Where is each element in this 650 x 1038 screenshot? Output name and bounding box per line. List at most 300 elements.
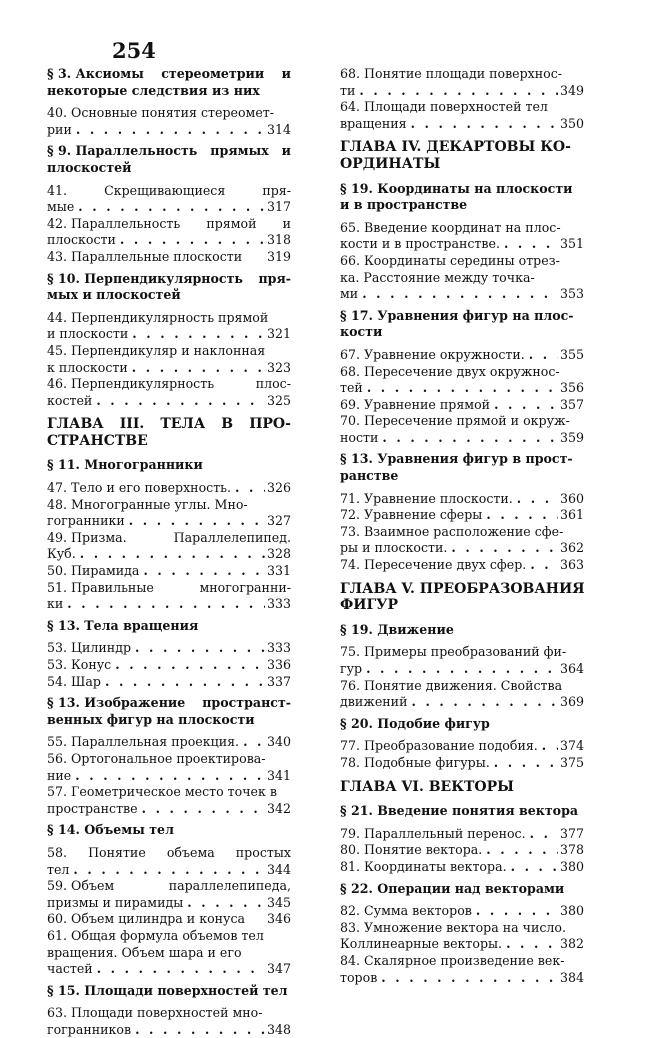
toc-line-text: частей	[47, 961, 93, 977]
toc-line	[47, 784, 291, 801]
toc-entry	[47, 183, 291, 216]
toc-line	[340, 270, 584, 287]
toc-line-text: плоскостей	[47, 159, 132, 175]
toc-line	[47, 143, 291, 160]
toc-entry	[47, 734, 291, 751]
toc-line-text: § 19. Координаты на плоскости	[340, 180, 573, 196]
dot-leader	[367, 380, 558, 397]
toc-line	[47, 310, 291, 327]
toc-line	[340, 324, 584, 341]
toc-entry	[47, 563, 291, 580]
toc-line	[340, 364, 584, 381]
toc-line	[340, 380, 584, 397]
toc-line-text: 61. Общая формула объемов тел	[47, 927, 264, 943]
toc-line-text: ка. Расстояние между точка-	[340, 269, 535, 285]
toc-line-text: 83. Умножение вектора на число.	[340, 919, 566, 935]
toc-line	[47, 640, 291, 657]
page-number: 254	[112, 38, 156, 63]
toc-word: 46. Перпендикулярность	[47, 376, 215, 392]
toc-line	[340, 936, 584, 953]
dot-leader	[135, 640, 265, 657]
toc-entry	[340, 507, 584, 524]
toc-entry	[340, 678, 584, 711]
toc-line	[47, 160, 291, 177]
toc-line-text: Коллинеарные векторы.	[340, 936, 503, 952]
toc-section-heading	[47, 983, 291, 1000]
toc-line-text: 66. Координаты середины отрез-	[340, 252, 560, 268]
toc-line-text: 77. Преобразование подобия.	[340, 738, 538, 754]
toc-page-number: 375	[559, 754, 584, 770]
toc-line	[47, 497, 291, 514]
toc-page-number: 349	[559, 82, 584, 98]
toc-line	[340, 347, 584, 364]
toc-line-text: ки	[47, 596, 64, 612]
toc-entry	[47, 928, 291, 978]
dot-leader	[142, 801, 265, 818]
toc-line	[340, 308, 584, 325]
toc-page-number: 350	[559, 115, 584, 131]
toc-line-text: 67. Уравнение окружности.	[340, 346, 525, 362]
toc-line	[340, 859, 584, 876]
toc-line	[340, 738, 584, 755]
toc-line-text: кости и в пространстве.	[340, 236, 500, 252]
toc-line-text: ГЛАВА IV. ДЕКАРТОВЫ КО-	[340, 139, 571, 156]
toc-word: § 10. Перпендикулярность	[47, 270, 243, 286]
toc-line-text: 44. Перпендикулярность прямой	[47, 309, 269, 325]
toc-line	[340, 970, 584, 987]
dot-leader	[494, 755, 558, 772]
toc-column-left	[47, 66, 291, 1038]
toc-word: пря-	[262, 182, 291, 198]
toc-line	[47, 822, 291, 839]
toc-line-text: мые	[47, 199, 75, 215]
toc-entry	[340, 859, 584, 876]
toc-line	[340, 83, 584, 100]
toc-entry	[47, 530, 291, 563]
dot-leader	[486, 842, 558, 859]
toc-section-heading	[47, 66, 291, 99]
toc-word: Скрещивающиеся	[104, 182, 226, 198]
toc-word: плос-	[255, 376, 291, 392]
toc-word: объема	[166, 844, 215, 860]
toc-entry	[340, 253, 584, 303]
toc-page-number: 328	[266, 546, 291, 562]
toc-line-text: 78. Подобные фигуры.	[340, 754, 490, 770]
dot-leader	[411, 116, 558, 133]
toc-line-text: 43. Параллельные плоскости	[47, 248, 243, 264]
toc-page-number: 382	[559, 936, 584, 952]
dot-leader	[382, 430, 558, 447]
toc-line	[340, 139, 584, 156]
toc-line-text: 57. Геометрическое место точек в	[47, 784, 277, 800]
toc-line	[340, 644, 584, 661]
dot-leader	[120, 232, 265, 249]
toc-entry	[47, 1005, 291, 1038]
toc-column-right	[340, 66, 584, 986]
toc-line-text: 64. Площади поверхностей тел	[340, 99, 548, 115]
toc-line-text: ности	[340, 429, 379, 445]
toc-line-text: Куб.	[47, 546, 76, 562]
toc-line	[340, 66, 584, 83]
toc-line	[47, 232, 291, 249]
toc-page-number: 347	[266, 961, 291, 977]
toc-line	[47, 480, 291, 497]
toc-line-text: ми	[340, 286, 359, 302]
toc-entry	[340, 220, 584, 253]
toc-line-text: 68. Пересечение двух окружнос-	[340, 363, 560, 379]
toc-line-text: мых и плоскостей	[47, 287, 181, 303]
dot-leader	[542, 738, 558, 755]
toc-line	[47, 961, 291, 978]
toc-line-text: гур	[340, 661, 363, 676]
toc-line-text: 80. Понятие вектора.	[340, 842, 483, 858]
toc-line-text: тей	[340, 380, 363, 396]
toc-line-text: § 13. Тела вращения	[47, 617, 199, 633]
toc-line-text: § 20. Подобие фигур	[340, 715, 490, 731]
toc-word: В	[221, 416, 234, 433]
toc-entry	[340, 920, 584, 953]
toc-page-number: 384	[559, 969, 584, 985]
toc-word: Понятие	[88, 844, 146, 860]
toc-line-text: § 22. Операции над векторами	[340, 880, 565, 896]
dot-leader	[132, 360, 265, 377]
toc-line	[340, 468, 584, 485]
toc-entry	[340, 66, 584, 99]
toc-word: и	[282, 215, 291, 231]
toc-page-number: 323	[266, 359, 291, 375]
toc-line-text: СТРАНСТВЕ	[47, 432, 148, 449]
toc-line-text: 79. Параллельный перенос.	[340, 825, 526, 841]
toc-line-text: § 13. Уравнения фигур в прост-	[340, 451, 573, 467]
toc-page-number: 336	[266, 657, 291, 672]
toc-section-heading	[47, 457, 291, 474]
toc-line-text: рии	[47, 121, 72, 137]
toc-line-text: 56. Ортогональное проектирова-	[47, 750, 266, 766]
toc-entry	[340, 347, 584, 364]
toc-page-number: 318	[266, 232, 291, 248]
toc-page-number: 325	[266, 392, 291, 408]
toc-line	[47, 546, 291, 563]
toc-page-number: 344	[266, 861, 291, 877]
toc-line	[47, 768, 291, 785]
toc-line	[340, 826, 584, 843]
toc-entry	[340, 738, 584, 755]
toc-line	[340, 597, 584, 614]
toc-page-number: 327	[266, 513, 291, 529]
dot-leader	[486, 507, 558, 524]
toc-chapter-heading	[47, 416, 291, 449]
toc-line	[47, 433, 291, 450]
toc-line-text: и плоскости	[47, 326, 129, 342]
toc-line-text: § 19. Движение	[340, 621, 454, 637]
toc-line	[47, 928, 291, 945]
toc-page-number: 361	[559, 507, 584, 523]
dot-leader	[80, 546, 265, 563]
toc-line	[47, 457, 291, 474]
dot-leader	[476, 903, 558, 920]
toc-line	[340, 920, 584, 937]
toc-page-number: 348	[266, 1021, 291, 1037]
toc-line-text: к плоскости	[47, 359, 128, 375]
toc-line-text: тел	[47, 861, 70, 877]
toc-line-text: ГЛАВА VI. ВЕКТОРЫ	[340, 778, 514, 795]
toc-line	[340, 491, 584, 508]
toc-line-text: § 15. Площади поверхностей тел	[47, 982, 288, 998]
toc-word: § 9. Параллельность	[47, 143, 198, 159]
toc-line-text: 72. Уравнение сферы	[340, 507, 483, 523]
toc-section-heading	[340, 716, 584, 733]
dot-leader	[115, 657, 265, 674]
toc-line-text: ОРДИНАТЫ	[340, 155, 441, 172]
toc-line	[47, 596, 291, 613]
toc-word: Параллелепипед.	[173, 529, 291, 545]
dot-leader	[76, 122, 265, 139]
toc-line-text: 84. Скалярное произведение век-	[340, 952, 565, 968]
toc-line	[47, 105, 291, 122]
toc-line-text: костей	[47, 392, 93, 408]
toc-page-number: 331	[266, 563, 291, 579]
toc-line	[47, 911, 291, 928]
toc-line	[47, 249, 291, 266]
toc-line-text: 53. Конус	[47, 657, 112, 672]
toc-line-text: ры и плоскости.	[340, 540, 448, 556]
toc-page-number: 340	[266, 734, 291, 750]
toc-line-text: призмы и пирамиды	[47, 894, 184, 910]
toc-page-number: 369	[559, 694, 584, 710]
toc-word: простых	[235, 844, 291, 860]
toc-entry	[47, 911, 291, 928]
toc-line-text: ти	[340, 82, 356, 98]
toc-line-text: 55. Параллельная проекция.	[47, 734, 240, 750]
toc-page-number: 314	[266, 121, 291, 137]
toc-line	[340, 220, 584, 237]
dot-leader	[362, 286, 558, 303]
toc-entry	[340, 99, 584, 132]
toc-line-text: 81. Координаты вектора.	[340, 858, 507, 874]
toc-word: 41.	[47, 182, 68, 198]
toc-line	[340, 803, 584, 820]
toc-section-heading	[47, 271, 291, 304]
toc-line-text: вращения	[340, 115, 407, 131]
toc-line	[340, 116, 584, 133]
toc-section-heading	[340, 881, 584, 898]
toc-entry	[47, 640, 291, 690]
toc-line	[340, 253, 584, 270]
toc-line	[47, 416, 291, 433]
toc-word: 58.	[47, 844, 68, 860]
toc-page-number: 380	[559, 903, 584, 919]
toc-line	[340, 557, 584, 574]
toc-line-text: 53. Цилиндр	[47, 640, 132, 656]
toc-section-heading	[47, 695, 291, 728]
toc-page-number: 374	[559, 738, 584, 754]
toc-word: 49. Призма.	[47, 529, 127, 545]
toc-section-heading	[340, 308, 584, 341]
toc-line	[47, 360, 291, 377]
toc-line	[47, 513, 291, 530]
toc-word: 42. Параллельность	[47, 215, 181, 231]
dot-leader	[529, 347, 558, 364]
toc-line	[47, 216, 291, 233]
dot-leader	[132, 326, 265, 343]
toc-page-number: 346	[266, 911, 291, 927]
toc-page-number: 333	[266, 640, 291, 656]
toc-line-text: ГЛАВА V. ПРЕОБРАЗОВАНИЯ	[340, 580, 585, 597]
toc-entry	[47, 497, 291, 530]
toc-line-text: 47. Тело и его поверхность.	[47, 480, 232, 496]
toc-line	[340, 661, 584, 678]
toc-entry	[47, 343, 291, 376]
toc-page-number: 357	[559, 396, 584, 412]
toc-line-text: 82. Сумма векторов	[340, 903, 472, 919]
toc-chapter-heading	[340, 581, 584, 614]
toc-entry	[340, 397, 584, 414]
toc-line	[47, 183, 291, 200]
toc-section-heading	[340, 622, 584, 639]
toc-line-text: 70. Пересечение прямой и окруж-	[340, 413, 570, 429]
toc-page-number: 355	[559, 346, 584, 362]
toc-entry	[340, 842, 584, 859]
dot-leader	[143, 563, 265, 580]
dot-leader	[381, 970, 558, 987]
toc-line	[47, 674, 291, 691]
toc-line-text: 76. Понятие движения. Свойства	[340, 677, 563, 693]
toc-line-text: 50. Пирамида	[47, 563, 140, 579]
toc-line	[340, 678, 584, 695]
toc-section-heading	[340, 181, 584, 214]
toc-page-number: 345	[266, 894, 291, 910]
toc-entry	[47, 480, 291, 497]
dot-leader	[366, 661, 558, 678]
toc-line	[340, 881, 584, 898]
toc-word: и	[281, 66, 291, 81]
toc-line	[340, 540, 584, 557]
toc-entry	[47, 376, 291, 409]
dot-leader	[73, 862, 265, 879]
toc-line	[47, 343, 291, 360]
toc-page-number: 364	[559, 661, 584, 676]
toc-line	[340, 197, 584, 214]
dot-leader	[96, 393, 265, 410]
toc-page-number: 337	[266, 673, 291, 689]
toc-line	[47, 580, 291, 597]
toc-line-text: венных фигур на плоскости	[47, 711, 255, 727]
dot-leader	[359, 83, 558, 100]
toc-word: ТЕЛА	[160, 416, 206, 433]
toc-chapter-heading	[340, 139, 584, 172]
toc-line	[47, 945, 291, 962]
toc-line-text: 69. Уравнение прямой	[340, 396, 491, 412]
toc-line	[47, 199, 291, 216]
toc-line-text: гогранники	[47, 513, 125, 529]
toc-line	[47, 66, 291, 83]
toc-line	[47, 287, 291, 304]
toc-line	[47, 878, 291, 895]
toc-line-text: 68. Понятие площади поверхнос-	[340, 66, 563, 81]
toc-line-text: 65. Введение координат на плос-	[340, 219, 561, 235]
dot-leader	[97, 961, 265, 978]
toc-line	[47, 1005, 291, 1022]
toc-line	[340, 953, 584, 970]
toc-line-text: и в пространстве	[340, 197, 468, 213]
toc-line	[340, 507, 584, 524]
toc-line	[47, 862, 291, 879]
toc-line	[47, 83, 291, 100]
toc-entry	[47, 249, 291, 266]
toc-page-number: 351	[559, 236, 584, 252]
toc-section-heading	[340, 451, 584, 484]
dot-leader	[411, 694, 557, 711]
toc-page-number: 326	[266, 480, 291, 496]
toc-line-text: § 14. Объемы тел	[47, 822, 174, 838]
toc-line	[340, 286, 584, 303]
dot-leader	[67, 596, 265, 613]
toc-line-text: торов	[340, 969, 378, 985]
toc-word: прямой	[206, 215, 257, 231]
dot-leader	[105, 674, 265, 691]
toc-entry	[47, 580, 291, 613]
toc-line-text: 40. Основные понятия стереомет-	[47, 105, 275, 121]
toc-page-number: 378	[559, 842, 584, 858]
dot-leader	[187, 895, 265, 912]
toc-page-number: 380	[559, 858, 584, 874]
toc-line-text: некоторые следствия из них	[47, 82, 260, 98]
toc-line	[47, 530, 291, 547]
toc-word: ПРО-	[249, 416, 291, 433]
toc-word: прямых	[210, 143, 269, 159]
toc-line	[340, 581, 584, 598]
toc-line-text: ние	[47, 767, 72, 783]
toc-section-heading	[47, 822, 291, 839]
toc-line	[340, 622, 584, 639]
toc-word: многогранни-	[199, 579, 291, 595]
toc-line-text: § 11. Многогранники	[47, 457, 203, 473]
toc-page-number: 333	[266, 596, 291, 612]
toc-entry	[340, 413, 584, 446]
toc-section-heading	[47, 618, 291, 635]
toc-line	[47, 122, 291, 139]
toc-word: стереометрии	[161, 66, 265, 81]
toc-page-number: 321	[266, 326, 291, 342]
toc-line-text: пространстве	[47, 800, 138, 816]
toc-line	[47, 1022, 291, 1038]
toc-page-number: 363	[559, 557, 584, 573]
toc-entry	[340, 491, 584, 508]
toc-line	[340, 903, 584, 920]
toc-entry	[340, 524, 584, 557]
toc-entry	[47, 105, 291, 138]
toc-line-text: § 17. Уравнения фигур на плос-	[340, 307, 574, 323]
dot-leader	[511, 859, 558, 876]
toc-word: пространст-	[202, 695, 291, 711]
toc-line	[340, 397, 584, 414]
toc-entry	[47, 878, 291, 911]
toc-line	[47, 801, 291, 818]
toc-line-text: 75. Примеры преобразований фи-	[340, 644, 567, 660]
toc-line	[340, 755, 584, 772]
toc-line-text: 60. Объем цилиндра и конуса	[47, 911, 246, 927]
toc-entry	[47, 784, 291, 817]
dot-leader	[494, 397, 558, 414]
toc-line	[340, 842, 584, 859]
toc-line-text: ранстве	[340, 468, 399, 484]
toc-line	[340, 156, 584, 173]
toc-line-text: 74. Пересечение двух сфер.	[340, 557, 527, 573]
toc-line-text: § 21. Введение понятия вектора	[340, 803, 579, 819]
toc-page-number: 356	[559, 380, 584, 396]
dot-leader	[530, 826, 558, 843]
toc-line	[47, 657, 291, 674]
